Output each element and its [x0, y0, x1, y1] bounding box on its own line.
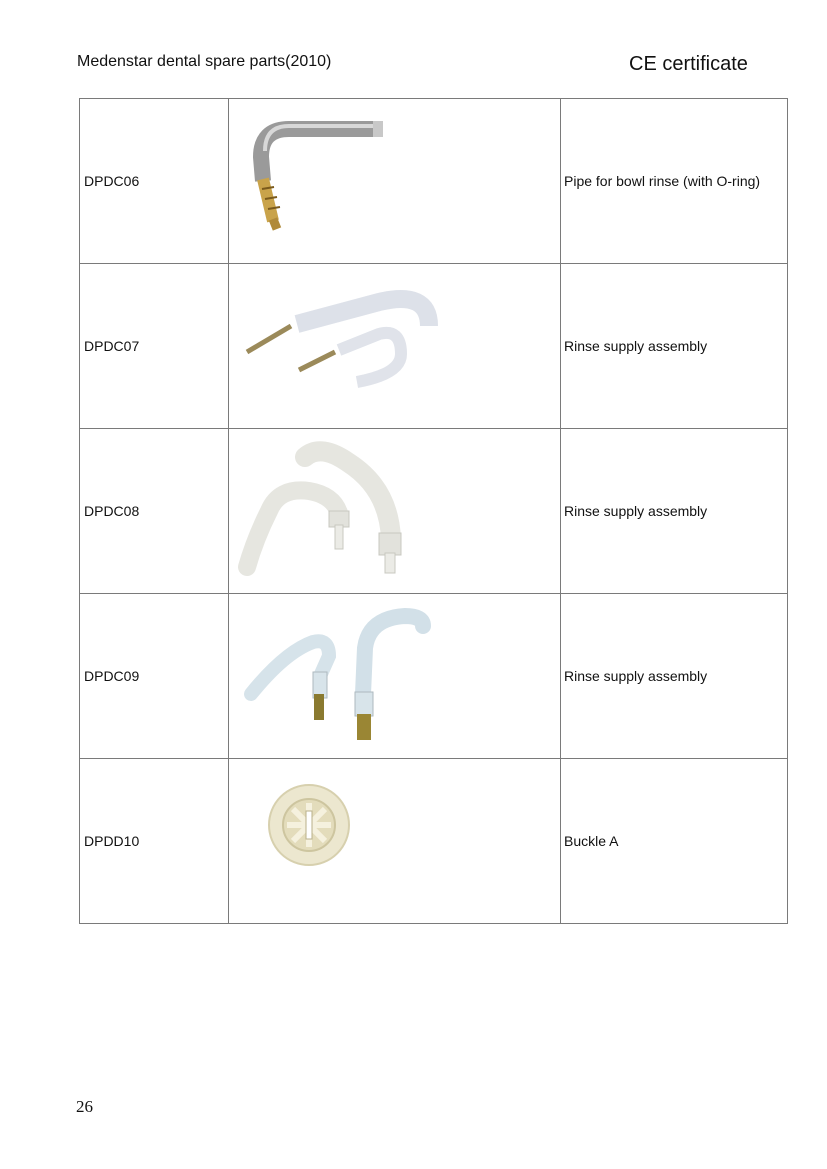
table-row	[80, 759, 788, 924]
rinse-supply-arms-icon	[229, 594, 560, 758]
part-description: Pipe for bowl rinse (with O-ring)	[561, 99, 788, 264]
part-code: DPDC07	[80, 264, 229, 429]
part-code: DPDC09	[80, 594, 229, 759]
part-image-cell	[229, 594, 561, 759]
part-code: DPDC08	[80, 429, 229, 594]
part-description: Rinse supply assembly	[561, 429, 788, 594]
table-row	[80, 429, 788, 594]
table-row	[80, 594, 788, 759]
rinse-supply-hooks-icon	[229, 264, 560, 428]
part-description: Rinse supply assembly	[561, 594, 788, 759]
part-image-cell	[229, 759, 561, 924]
bent-pipe-icon	[229, 99, 560, 263]
table-row	[80, 264, 788, 429]
rinse-supply-spouts-icon	[229, 429, 560, 593]
part-image-cell	[229, 264, 561, 429]
certificate-label: CE certificate	[629, 53, 748, 75]
part-image-cell	[229, 429, 561, 594]
part-description: Buckle A	[561, 759, 788, 924]
page-number: 26	[76, 1097, 93, 1116]
table-row	[80, 99, 788, 264]
part-code: DPDD10	[80, 759, 229, 924]
part-description: Rinse supply assembly	[561, 264, 788, 429]
parts-table	[79, 98, 788, 924]
part-image-cell	[229, 99, 561, 264]
document-title: Medenstar dental spare parts(2010)	[77, 53, 332, 70]
part-code: DPDC06	[80, 99, 229, 264]
round-buckle-icon	[229, 759, 560, 923]
